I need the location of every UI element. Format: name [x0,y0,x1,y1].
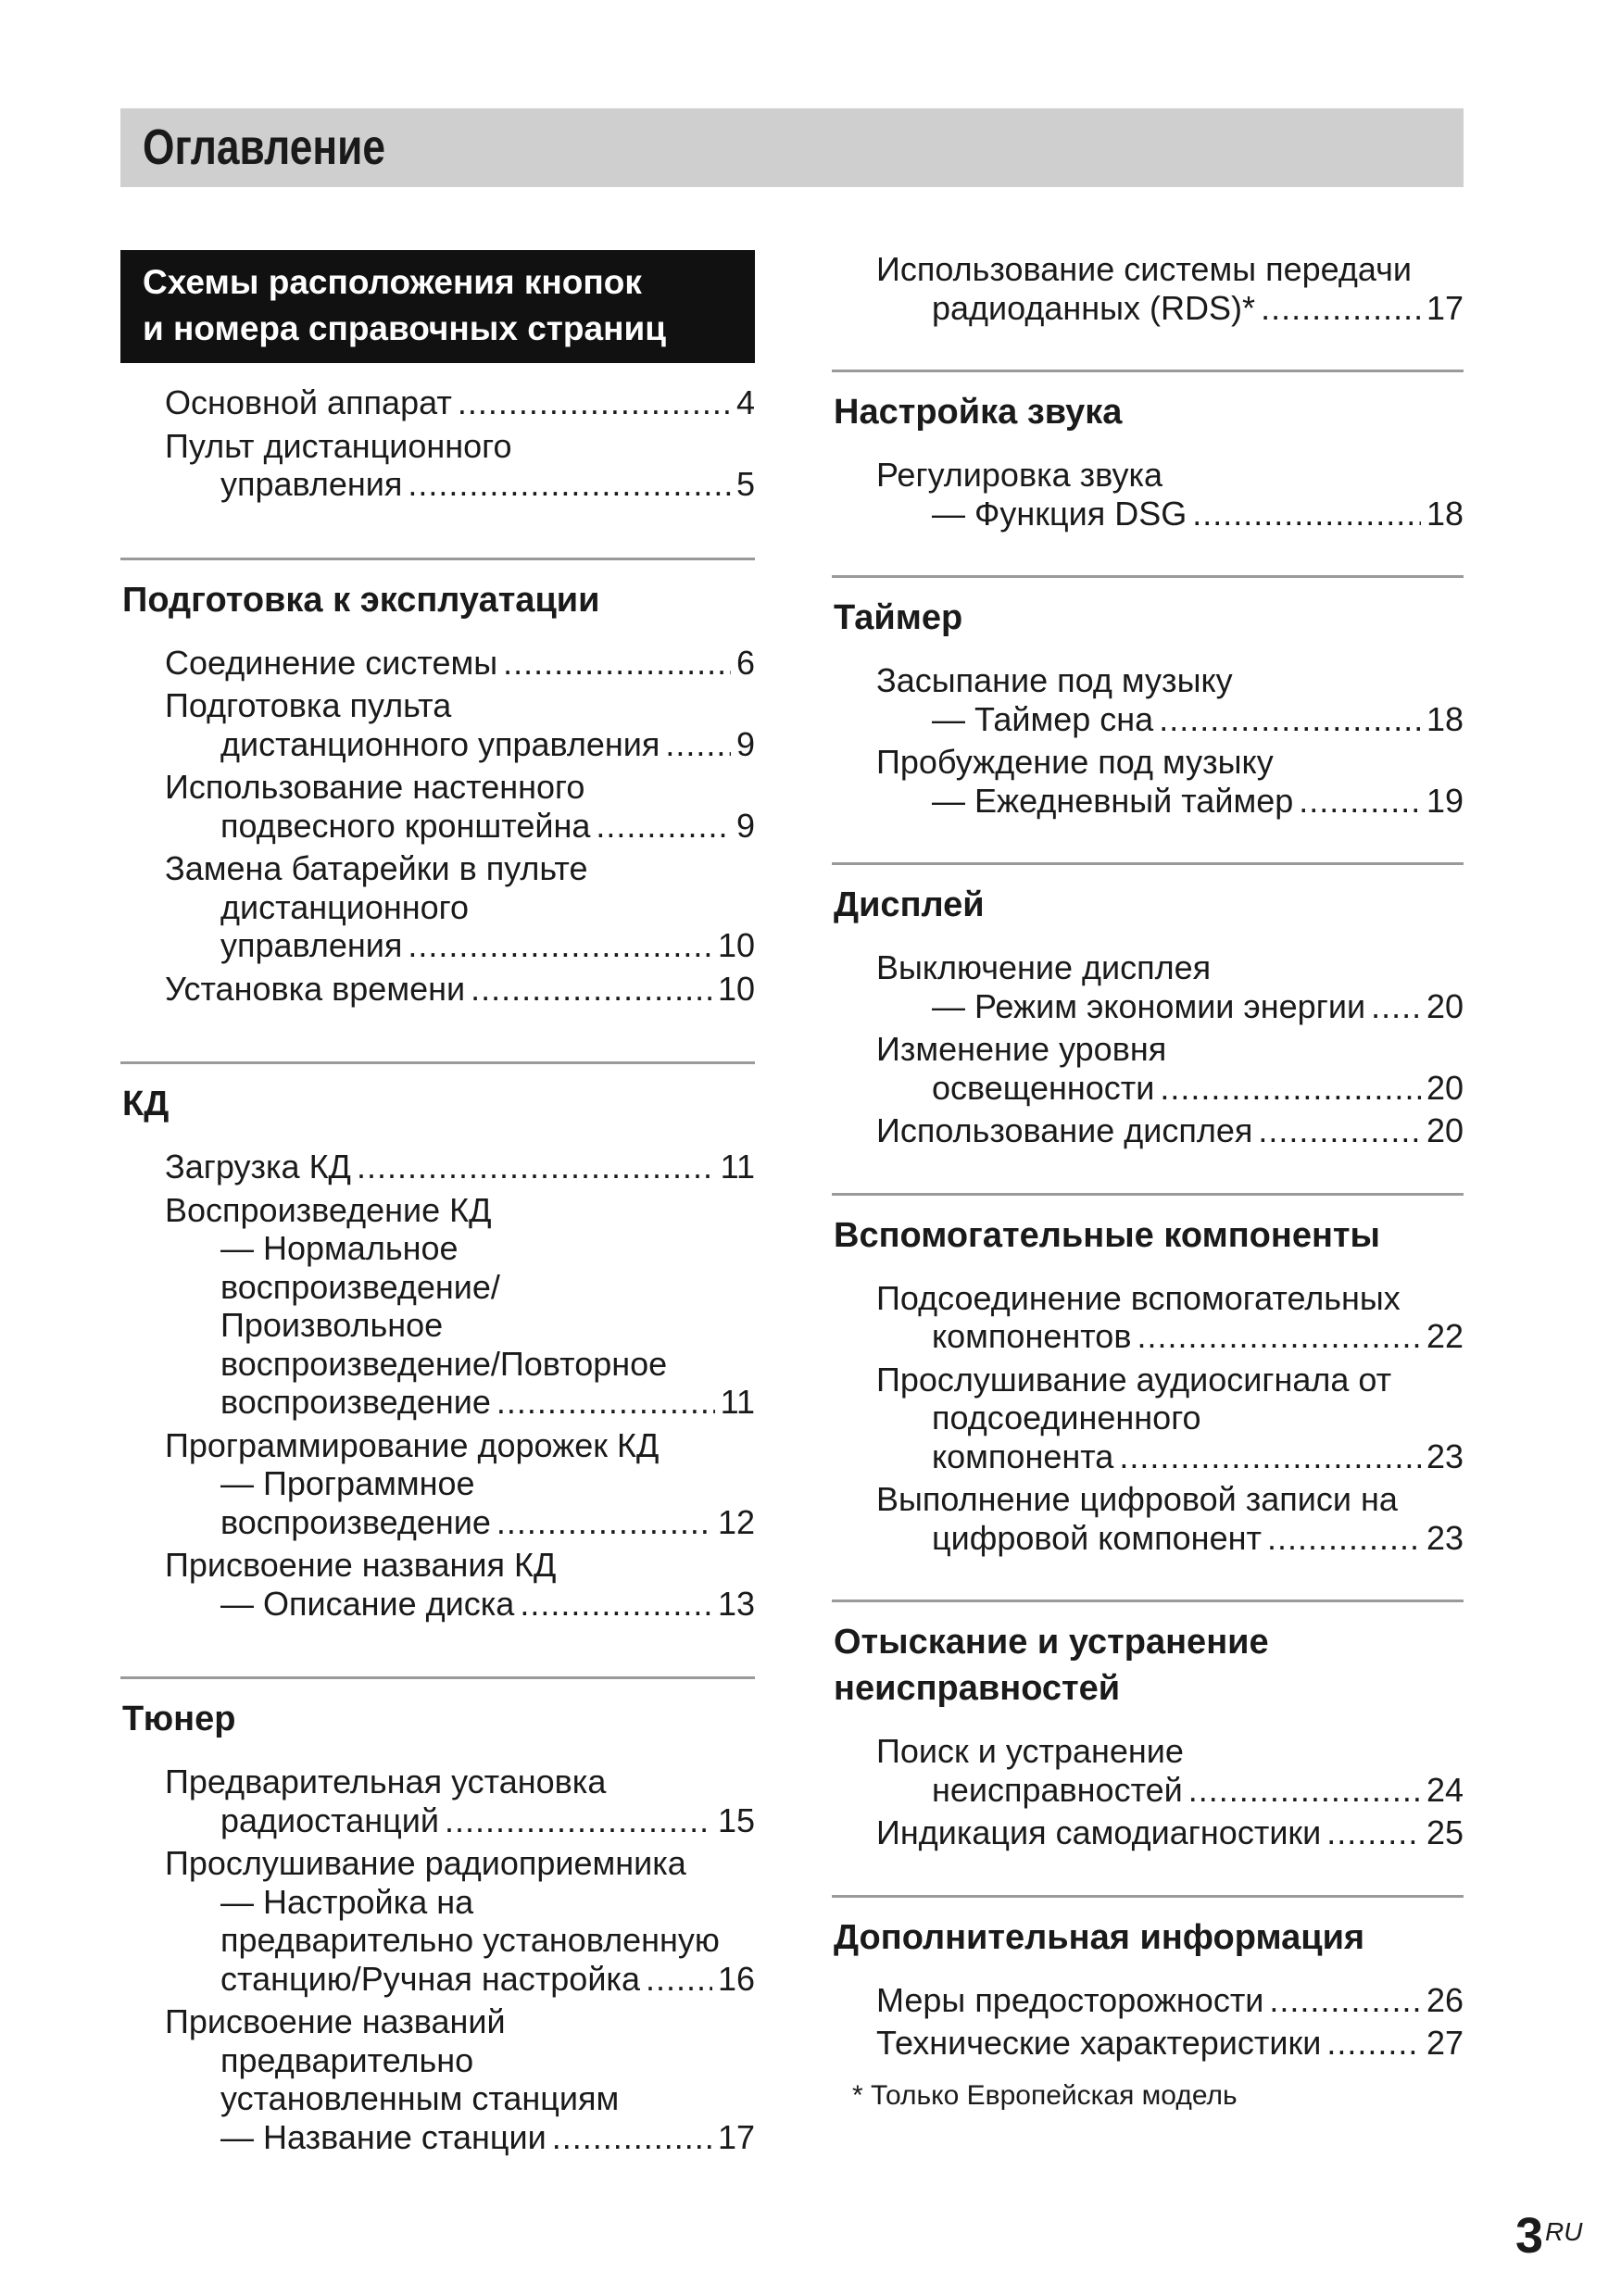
section-entries [832,928,1464,1150]
toc-entry-text: освещенности [932,1068,1155,1107]
left-sections [120,558,755,2157]
toc-entry-text: — Функция DSG [932,494,1187,533]
toc-entry-row [165,1801,755,1840]
toc-entry[interactable] [876,2024,1464,2063]
toc-section [120,1061,755,1676]
toc-entry-line: Использование настенного [165,768,585,806]
toc-entry-line: предварительно установленную [220,1921,720,1959]
toc-entry[interactable] [165,1426,755,1542]
toc-entry-text: Соединение системы [165,643,498,682]
page-number [1515,2208,1583,2264]
toc-entry-line: Предварительная установка [165,1763,607,1800]
toc-entry-line: Выполнение цифровой записи на [876,1480,1398,1518]
section-heading: Дополнительная информация [834,1917,1365,1957]
section-entries [120,623,755,1009]
toc-section [832,575,1464,862]
toc-entry-text: воспроизведение [220,1383,491,1421]
toc-entry-line: Произвольное [220,1306,444,1344]
dot-leader [520,1585,712,1624]
toc-entry-text: управления [220,926,403,964]
toc-entry-row [876,987,1464,1026]
dot-leader [552,2118,712,2157]
toc-entry[interactable] [165,1844,755,1998]
dot-leader [1299,782,1421,821]
toc-entry-row [165,1383,755,1422]
intro-heading-line: Схемы расположения кнопок [143,263,642,301]
section-entries [832,1961,1464,2063]
toc-entry-text: Использование дисплея [876,1111,1253,1149]
dot-leader [1371,987,1421,1026]
dot-leader [496,1503,712,1542]
toc-page-number: 5 [735,465,755,503]
toc-entry-line: воспроизведение/Повторное [220,1344,668,1383]
toc-entry-line: предварительно [220,2040,474,2079]
section-entries [832,435,1464,533]
toc-entry[interactable] [165,686,755,763]
toc-entry-row [165,970,755,1009]
page-number-suffix: RU [1545,2217,1583,2246]
dot-leader [1119,1437,1421,1476]
toc-entry-line: дистанционного [220,887,469,926]
toc-entry-line: — Настройка на [220,1882,474,1921]
toc-page-number: 6 [735,643,755,682]
section-entries [832,1259,1464,1558]
toc-entry[interactable] [876,456,1464,533]
toc-page-number: 18 [1426,494,1464,533]
toc-entry-row [876,495,1464,533]
toc-page-number: 4 [735,383,755,421]
section-heading: Таймер [834,598,963,637]
toc-entry-text: Индикация самодиагностики [876,1813,1322,1851]
toc-entry-row [165,1585,755,1624]
toc-entry-row [876,1519,1464,1558]
dot-leader [496,1383,715,1422]
toc-entry-text: неисправностей [932,1770,1183,1809]
section-heading-line: неисправностей [834,1669,1121,1708]
toc-entry[interactable] [165,427,755,504]
dot-leader [408,926,712,965]
toc-entry-text: радиостанций [220,1800,440,1839]
dot-leader [1137,1317,1420,1356]
toc-entry-row [165,807,755,846]
toc-entry[interactable] [876,1813,1464,1852]
toc-page-number: 15 [717,1800,755,1839]
toc-page-number: 17 [1426,288,1464,327]
toc-page-number: 10 [717,926,755,964]
toc-page-number: 19 [1426,781,1464,820]
toc-entry[interactable] [876,1361,1464,1476]
toc-entry-row [876,1111,1464,1150]
dot-leader [1192,495,1421,533]
dot-leader [1267,1519,1421,1558]
dot-leader [1160,1069,1421,1108]
section-heading: Подготовка к эксплуатации [122,580,600,620]
toc-entry[interactable] [876,743,1464,820]
toc-section [832,1895,1464,2063]
dot-leader [1269,1981,1421,2020]
toc-page-number: 13 [717,1584,755,1623]
toc-entry-line: воспроизведение/ [220,1267,500,1306]
toc-page-number: 12 [717,1502,755,1541]
toc-entry[interactable] [876,1279,1464,1356]
toc-entry-text: Установка времени [165,969,466,1008]
toc-entry-line: Замена батарейки в пульте [165,849,588,887]
toc-entry-line: Воспроизведение КД [165,1190,492,1229]
section-heading: Настройка звука [834,393,1123,432]
toc-entry[interactable] [165,970,755,1009]
toc-left-column [120,250,755,2156]
dot-leader [1261,289,1421,328]
intro-heading-line: и номера справочных страниц [143,309,666,347]
dot-leader [665,725,731,764]
toc-page-number: 20 [1426,1111,1464,1149]
toc-entry-text: Основной аппарат [165,383,452,421]
toc-entry-line: Регулировка звука [876,456,1163,494]
toc-entry-line: — Программное [220,1464,475,1502]
toc-entry-line: Использование системы передачи [876,250,1412,288]
toc-entry[interactable] [165,644,755,683]
footnote: * Только Европейская модель [852,2079,1238,2111]
toc-page-number: 25 [1426,1813,1464,1851]
toc-entry-row [165,1960,755,1999]
toc-entry[interactable] [165,1191,755,1422]
dot-leader [471,970,712,1009]
dot-leader [1326,2024,1421,2063]
toc-entry[interactable] [876,1732,1464,1809]
toc-page-number: 17 [717,2117,755,2156]
toc-entry-text: станцию/Ручная настройка [220,1959,640,1998]
toc-entry-line: Присвоение названия КД [165,1546,557,1584]
intro-heading-box [120,250,755,363]
toc-entry-text: компонентов [932,1317,1132,1355]
toc-entry[interactable] [165,383,755,422]
dot-leader [646,1960,712,1999]
toc-entry-row [876,1437,1464,1476]
intro-entries [120,363,755,558]
toc-entry-text: — Ежедневный таймер [932,781,1294,820]
section-entries [832,1712,1464,1852]
toc-entry-row [165,383,755,422]
dot-leader [1159,700,1421,739]
toc-page-number: 16 [717,1959,755,1998]
toc-section [832,370,1464,575]
toc-entry-text: воспроизведение [220,1502,491,1541]
toc-entry-row [876,1981,1464,2020]
toc-right-column [832,250,1464,2114]
toc-entry-line: Выключение дисплея [876,948,1212,986]
toc-section [832,862,1464,1193]
toc-entry-text: — Название станции [220,2117,547,2156]
section-heading: КД [122,1085,170,1123]
toc-entry-line: — Нормальное [220,1229,459,1267]
toc-entry-text: радиоданных (RDS)* [932,288,1256,327]
page-number-value: 3 [1515,2208,1544,2264]
toc-page-number: 23 [1426,1518,1464,1557]
toc-entry[interactable] [876,661,1464,738]
toc-entry-row [876,289,1464,328]
toc-entry[interactable] [876,1030,1464,1107]
toc-entry-row [165,725,755,764]
toc-entry-text: — Режим экономии энергии [932,986,1366,1025]
dot-leader [503,644,731,683]
section-heading [832,1602,1464,1712]
section-heading: Вспомогательные компоненты [834,1215,1380,1255]
toc-entry[interactable] [165,1546,755,1623]
toc-entry-text: управления [220,465,403,503]
toc-entry-text: Меры предосторожности [876,1980,1264,2019]
toc-entry-text: — Описание диска [220,1584,515,1623]
toc-entry-row [165,926,755,965]
toc-page-number: 24 [1426,1770,1464,1809]
toc-entry-line: Прослушивание радиоприемника [165,1844,686,1882]
section-entries [832,641,1464,820]
dot-leader [1188,1771,1421,1810]
toc-page-number: 11 [720,1148,755,1186]
toc-page-number: 20 [1426,986,1464,1025]
toc-page-number: 26 [1426,1980,1464,2019]
toc-entry-row [876,1317,1464,1356]
dot-leader [1258,1111,1421,1150]
toc-entry-text: Технические характеристики [876,2024,1322,2062]
right-top-entries [832,250,1464,370]
dot-leader [596,807,731,846]
toc-page-number: 9 [735,724,755,763]
toc-entry[interactable] [165,768,755,845]
toc-entry-line: Изменение уровня [876,1030,1167,1068]
toc-entry-line: установленным станциям [220,2079,620,2117]
toc-entry-row [876,1771,1464,1810]
toc-page-number: 9 [735,806,755,845]
toc-entry-text: — Таймер сна [932,699,1154,738]
toc-entry[interactable] [876,948,1464,1025]
toc-page-number: 10 [717,969,755,1008]
toc-entry[interactable] [876,1480,1464,1557]
toc-entry-text: компонента [932,1437,1114,1475]
toc-entry[interactable] [876,1111,1464,1150]
toc-entry-row [165,1503,755,1542]
section-entries [120,1127,755,1623]
toc-entry-row [876,782,1464,821]
toc-section [120,1676,755,2156]
section-heading-line: Отыскание и устранение [834,1623,1269,1662]
toc-entry-row [165,644,755,683]
toc-entry-text: Загрузка КД [165,1148,351,1186]
toc-entry-line: Подсоединение вспомогательных [876,1278,1401,1317]
dot-leader [458,383,731,422]
toc-entry[interactable] [165,1148,755,1186]
toc-section [120,558,755,1062]
toc-entry[interactable] [165,849,755,965]
toc-page-number: 22 [1426,1317,1464,1355]
toc-section [832,1600,1464,1895]
dot-leader [357,1148,715,1186]
toc-entry[interactable] [165,1763,755,1839]
toc-entry-line: Программирование дорожек КД [165,1425,660,1464]
toc-page-number: 23 [1426,1437,1464,1475]
section-heading: Тюнер [122,1700,236,1738]
dot-leader [445,1801,712,1840]
toc-entry-row [165,465,755,504]
toc-entry-line: Пробуждение под музыку [876,743,1274,781]
section-heading: Дисплей [834,885,985,924]
title-bar [120,108,1464,187]
toc-entry-row [876,2024,1464,2063]
toc-entry-line: Прослушивание аудиосигнала от [876,1360,1392,1399]
toc-entry-row [876,1069,1464,1108]
dot-leader [1326,1813,1421,1852]
toc-entry[interactable] [876,250,1464,327]
toc-entry-text: цифровой компонент [932,1518,1262,1557]
toc-section [832,1193,1464,1600]
toc-entry[interactable] [876,1981,1464,2020]
toc-page-number: 20 [1426,1068,1464,1107]
toc-entry[interactable] [165,2002,755,2156]
toc-entry-line: Подготовка пульта [165,686,452,724]
toc-entry-line: Пульт дистанционного [165,426,512,465]
right-sections [832,370,1464,2063]
toc-entry-line: Присвоение названий [165,2002,506,2040]
toc-entry-line: Засыпание под музыку [876,661,1233,699]
toc-entry-line: подсоединенного [932,1399,1201,1437]
dot-leader [408,465,731,504]
section-entries [120,1742,755,2156]
toc-entry-line: Поиск и устранение [876,1732,1184,1770]
toc-entry-row [876,700,1464,739]
toc-page-number: 11 [720,1383,755,1421]
toc-entry-row [165,1148,755,1186]
toc-entry-row [165,2118,755,2157]
toc-page-number: 18 [1426,699,1464,738]
toc-entry-row [876,1813,1464,1852]
toc-entry-text: подвесного кронштейна [220,806,591,845]
toc-page-number: 27 [1426,2024,1464,2062]
toc-entry-text: дистанционного управления [220,724,660,763]
page-title: Оглавление [143,119,385,175]
